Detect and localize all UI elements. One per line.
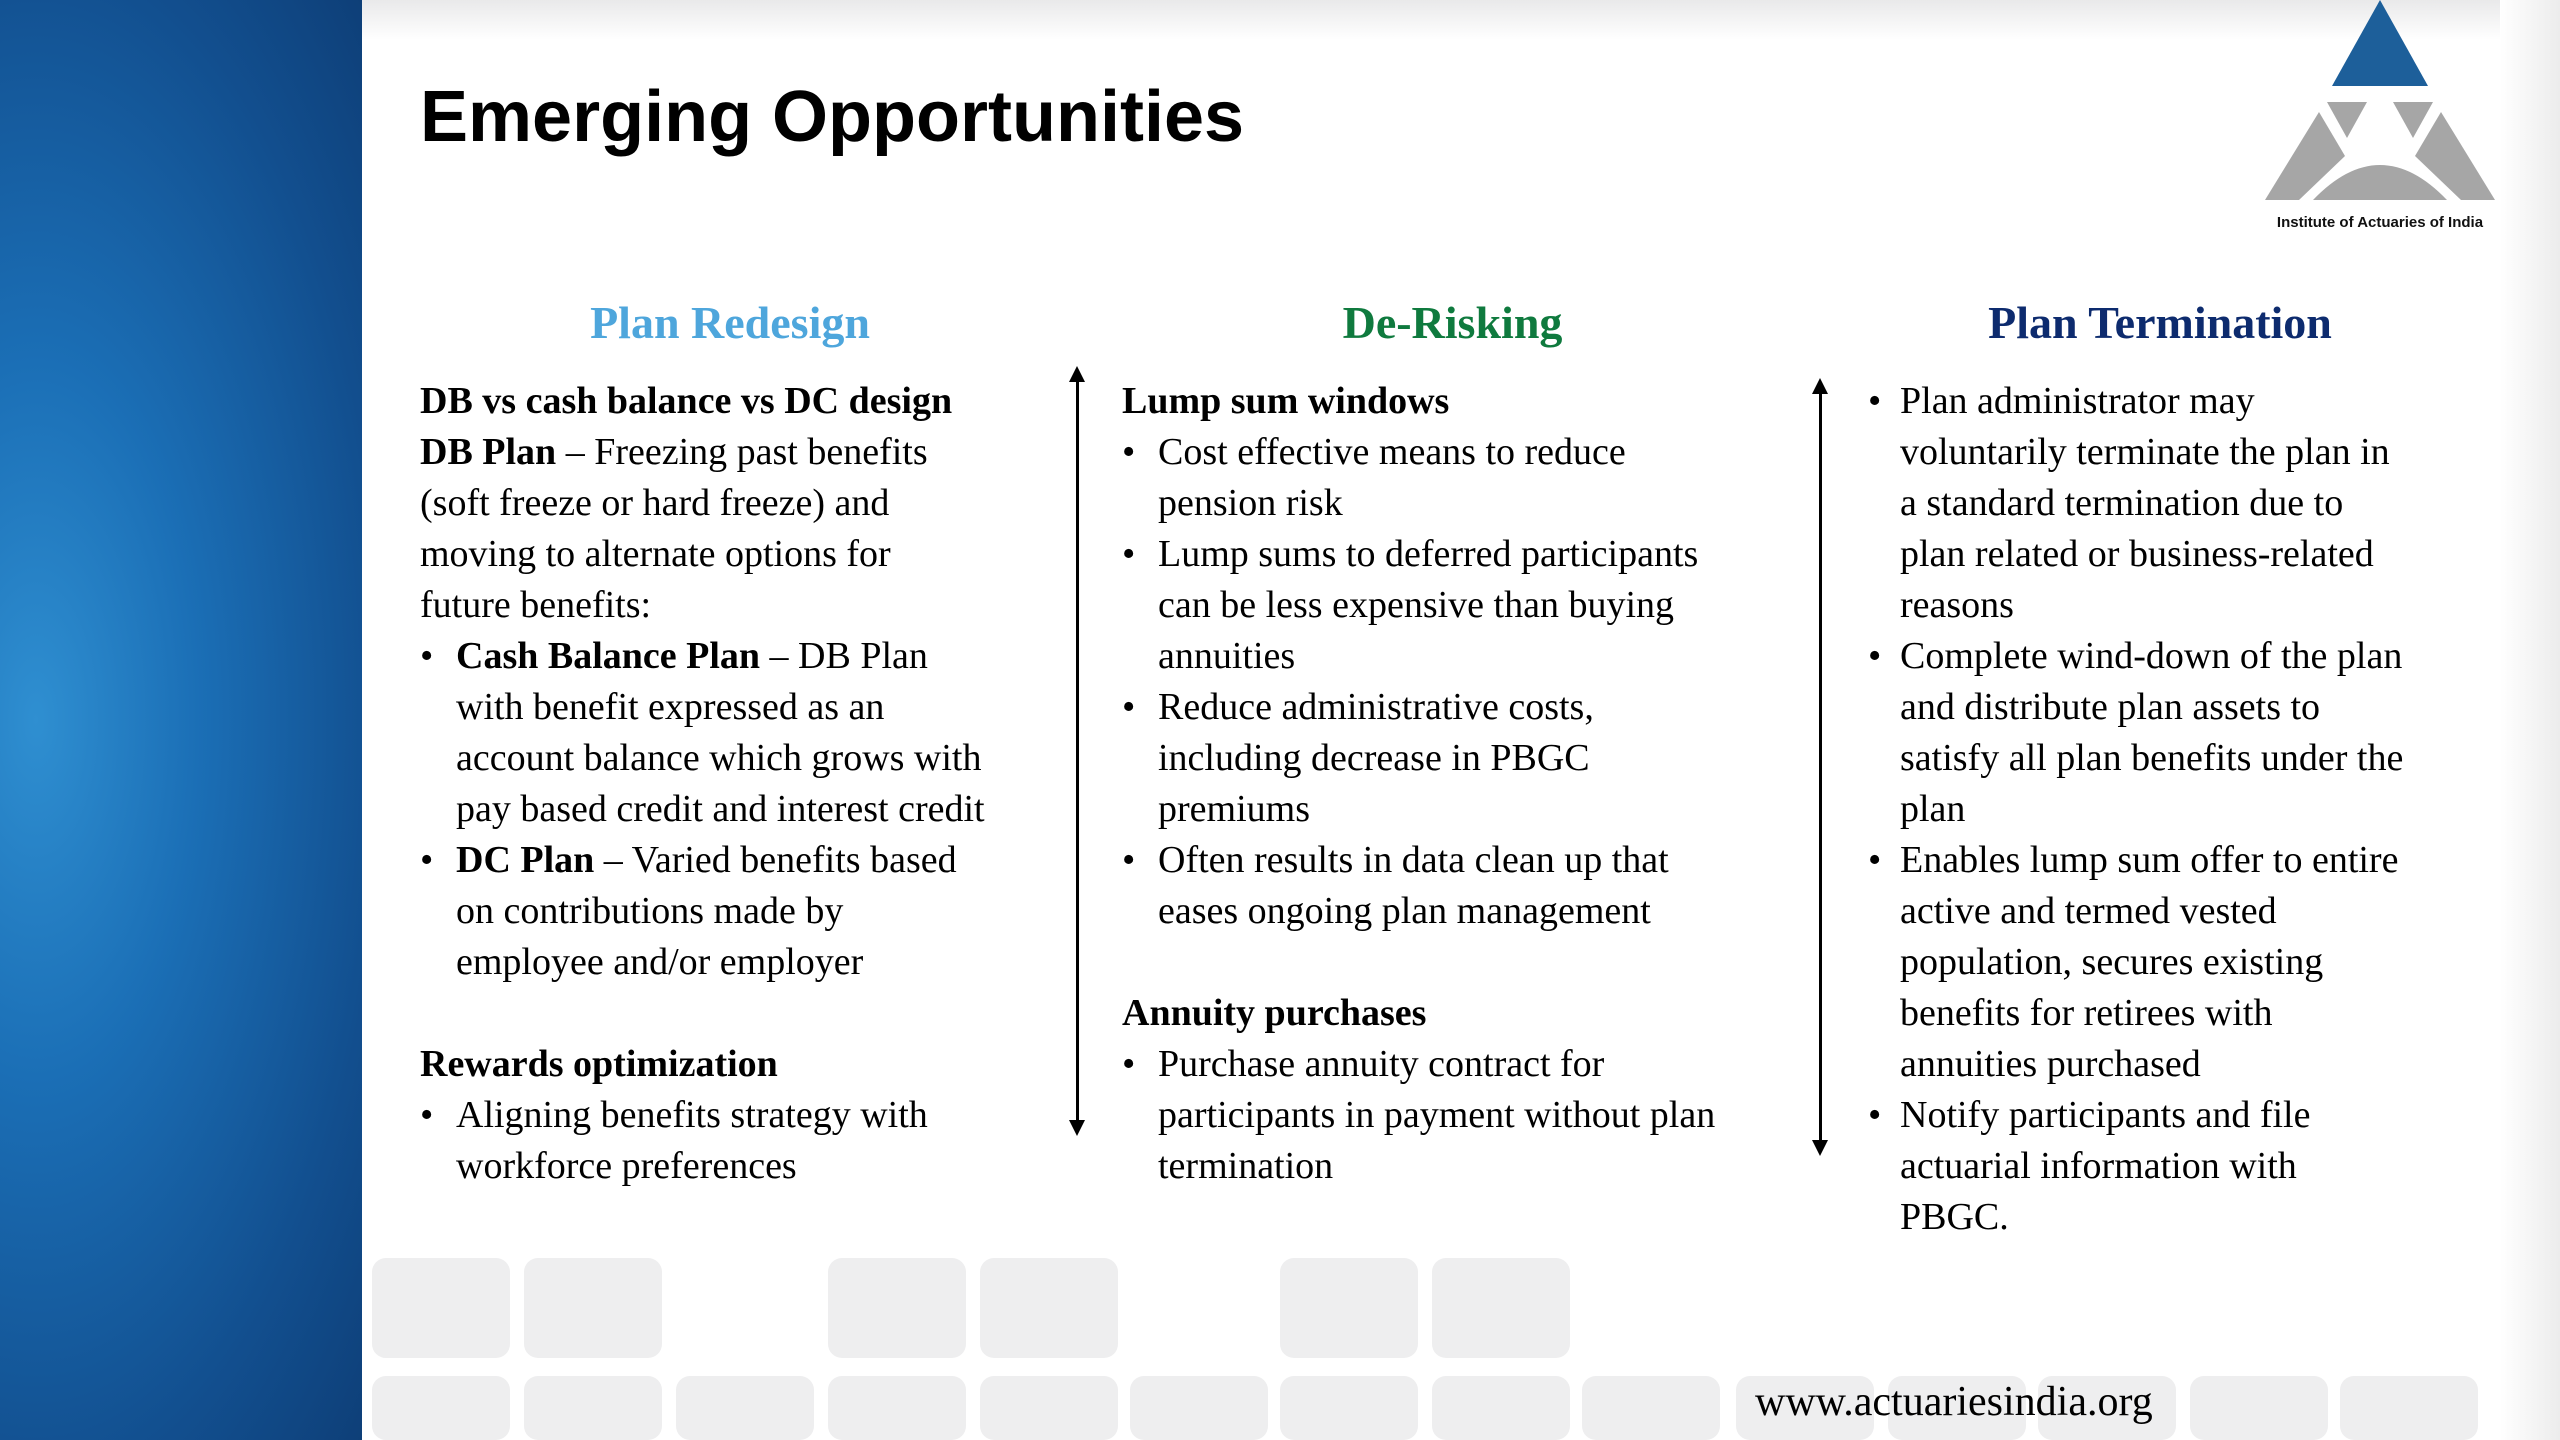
design-subheading: DB vs cash balance vs DC design: [420, 380, 953, 422]
de-risking-heading: De-Risking: [1342, 297, 1563, 348]
de-risking-body: [1122, 376, 1802, 1192]
website-url[interactable]: www.actuariesindia.org: [1755, 1379, 2153, 1425]
right-shade: [2500, 0, 2560, 1440]
column-divider-arrow: [1076, 370, 1079, 1132]
list-item: • Plan administrator may voluntarily terminate the plan in a standard termination due to plan related or business-related reasons: [1868, 376, 2488, 631]
list-item: • Lump sums to deferred participants can be less expensive than buying annuities: [1122, 529, 1802, 682]
plan-termination-body: [1868, 376, 2488, 1243]
plan-termination-heading: Plan Termination: [1988, 297, 2332, 348]
lump-sum-heading: Lump sum windows: [1122, 380, 1450, 422]
db-plan-text: DB Plan – Freezing past benefits: [420, 431, 928, 473]
sidebar-band: [0, 0, 362, 1440]
list-item: • Cost effective means to reduce pension risk: [1122, 427, 1802, 529]
dc-plan-bullet: • DC Plan – Varied benefits based on contributions made by employee and/or employer: [420, 835, 1060, 988]
annuity-heading: Annuity purchases: [1122, 992, 1427, 1034]
rewards-heading: Rewards optimization: [420, 1043, 778, 1085]
plan-redesign-heading: Plan Redesign: [590, 297, 870, 348]
logo-caption: Institute of Actuaries of India: [2276, 214, 2484, 231]
db-plan-line: future benefits:: [420, 584, 652, 626]
top-shade: [362, 0, 2560, 40]
list-item: • Reduce administrative costs, including decrease in PBGC premiums: [1122, 682, 1802, 835]
cash-balance-bullet: • Cash Balance Plan – DB Plan with benefit expressed as an account balance which grows with pay based credit and interest credit: [420, 631, 1060, 835]
list-item: • Notify participants and file actuarial information with PBGC.: [1868, 1090, 2488, 1243]
list-item: • Enables lump sum offer to entire active and termed vested population, secures existing benefits for retirees with annuities purchased: [1868, 835, 2488, 1090]
list-item: • Purchase annuity contract for participants in payment without plan termination: [1122, 1039, 1802, 1192]
slide-title: Emerging Opportunities: [420, 77, 1245, 157]
rewards-bullet: • Aligning benefits strategy with workforce preferences: [420, 1090, 1060, 1192]
list-item: • Often results in data clean up that eases ongoing plan management: [1122, 835, 1802, 937]
institute-logo-icon: [2255, 0, 2505, 240]
list-item: • Complete wind-down of the plan and distribute plan assets to satisfy all plan benefits under the plan: [1868, 631, 2488, 835]
column-divider-arrow: [1819, 382, 1822, 1152]
db-plan-line: (soft freeze or hard freeze) and: [420, 482, 890, 524]
db-plan-line: moving to alternate options for: [420, 533, 891, 575]
plan-redesign-body: [420, 376, 1060, 1192]
